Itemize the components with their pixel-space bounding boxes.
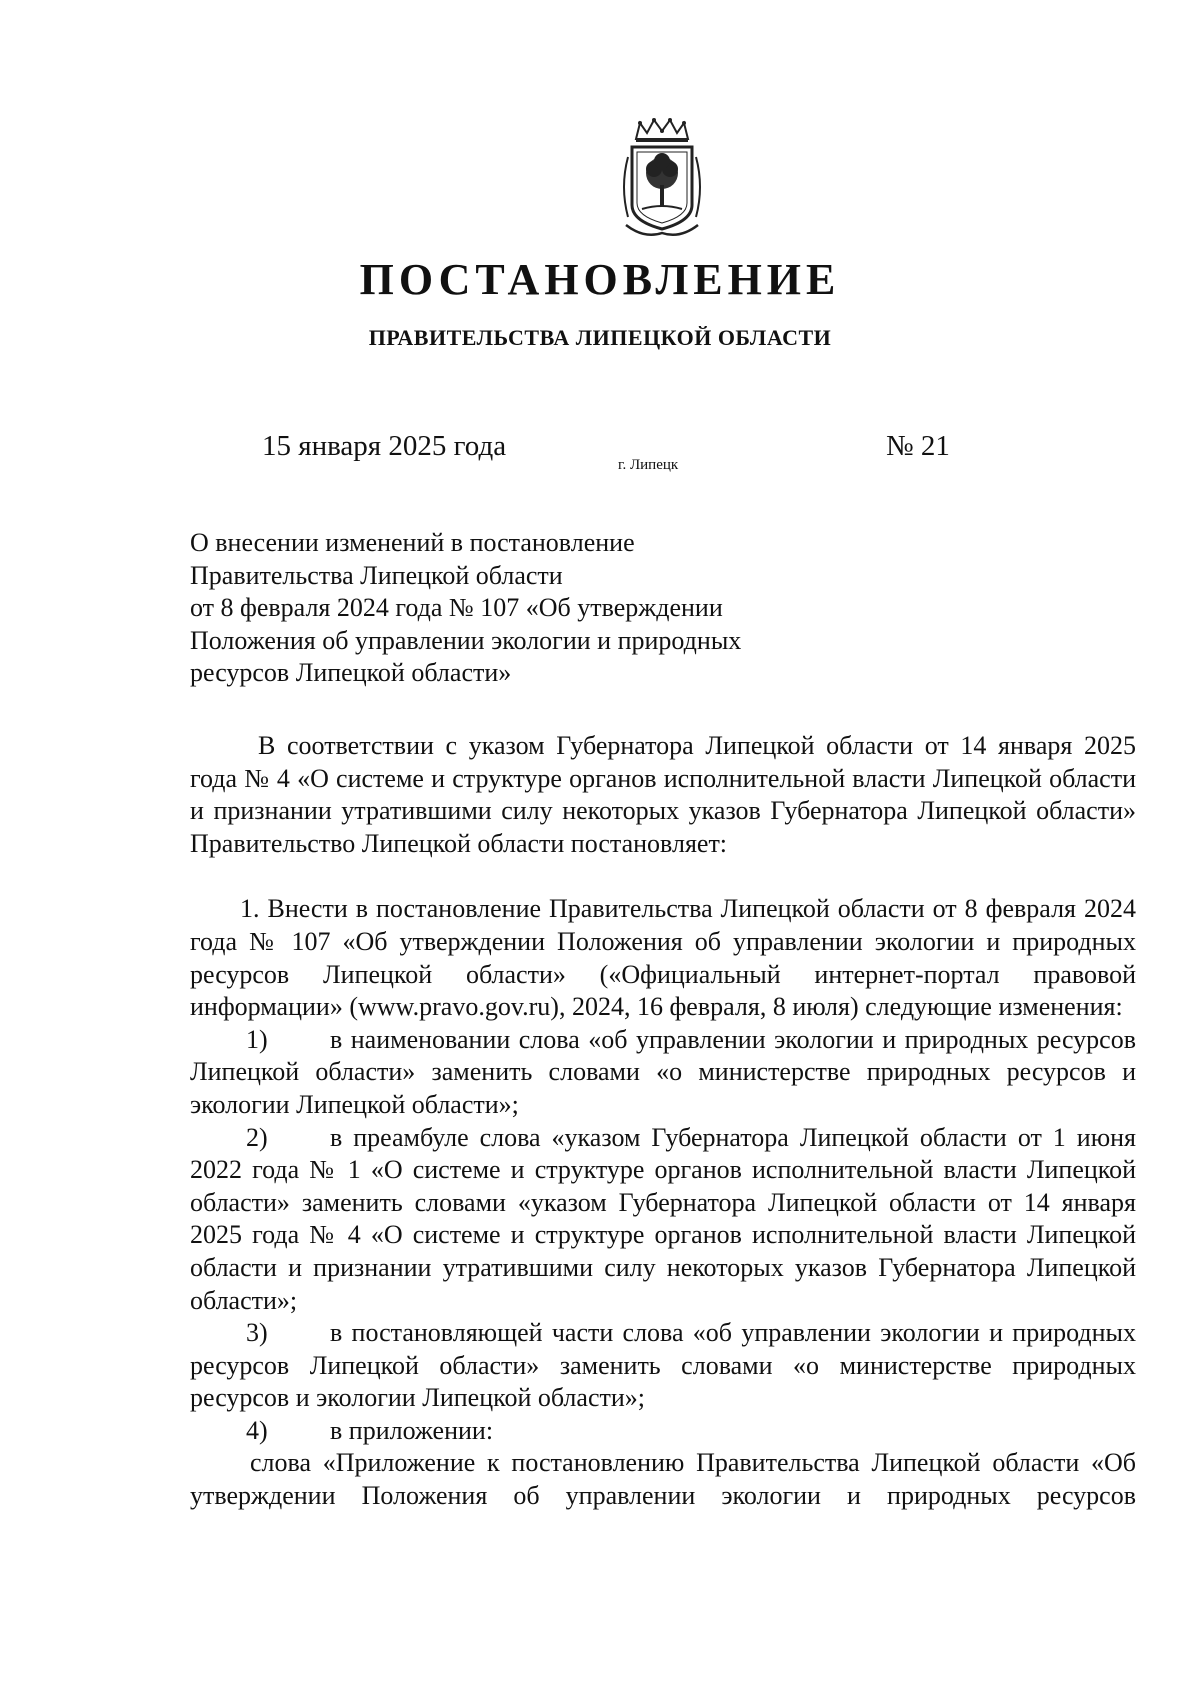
subject-line: ресурсов Липецкой области» [190, 658, 512, 687]
list-item-text: в постановляющей части слова «об управлении экологии и природных ресурсов Липецкой области» заменить словами «о министерстве природных ресурсов и экологии Липецкой области»; [190, 1318, 1136, 1413]
list-item-number: 3) [246, 1318, 268, 1348]
list-item-text: в преамбуле слова «указом Губернатора Липецкой области от 1 июня 2022 года № 1 «О системе и структуре органов исполнительной власти Липецкой области» заменить словами «указом Губернатора Липецкой области от 14 января 2025 года № 4 «О системе и структуре органов исполнительной власти Липецкой области и признании утратившими силу некоторых указов Губернатора Липецкой области»; [190, 1122, 1136, 1315]
words-paragraph: слова «Приложение к постановлению Правительства Липецкой области «Об утверждении Положения об управлении экологии и природных ресурсов [190, 1448, 1136, 1511]
list-item-number: 1) [246, 1024, 268, 1054]
document-city: г. Липецк [618, 457, 679, 473]
list-item [190, 1122, 1136, 1318]
list-item [190, 1317, 1136, 1415]
list-item-text: в наименовании слова «об управлении экологии и природных ресурсов Липецкой области» заменить словами «о министерстве природных ресурсов и экологии Липецкой области»; [190, 1024, 1136, 1119]
subject-line: Правительства Липецкой области [190, 560, 563, 590]
list-item [190, 1415, 1136, 1448]
list-item-text: в приложении: [330, 1415, 494, 1445]
list-item-number: 4) [246, 1415, 268, 1445]
list-item-number: 2) [246, 1122, 268, 1152]
clause-1-paragraph: 1. Внести в постановление Правительства Липецкой области от 8 февраля 2024 года № 107 «Об утверждении Положения об управлении экологии и природных ресурсов Липецкой области» («Официальный интернет-портал правовой информации» (www.pravo.gov.ru), 2024, 16 февраля, 8 июля) следующие изменения: [190, 894, 1136, 1022]
document-number: № 21 [886, 430, 950, 462]
preamble-paragraph: В соответствии с указом Губернатора Липецкой области от 14 января 2025 года № 4 «О системе и структуре органов исполнительной власти Липецкой области и признании утратившими силу некоторых указов Губернатора Липецкой области» Правительство Липецкой области постановляет: [190, 731, 1136, 858]
subject-line: О внесении изменений в постановление [190, 528, 635, 557]
document-title: ПОСТАНОВЛЕНИЕ [359, 255, 841, 304]
document-issuer: ПРАВИТЕЛЬСТВА ЛИПЕЦКОЙ ОБЛАСТИ [368, 325, 832, 350]
document-date: 15 января 2025 года [262, 430, 507, 462]
subject-line: от 8 февраля 2024 года № 107 «Об утверждении [190, 593, 723, 622]
document-subject [190, 527, 830, 690]
list-item [190, 1024, 1136, 1122]
subject-line: Положения об управлении экологии и природных [190, 625, 742, 655]
coat-of-arms-emblem [614, 117, 710, 245]
document-body [190, 730, 1136, 1513]
